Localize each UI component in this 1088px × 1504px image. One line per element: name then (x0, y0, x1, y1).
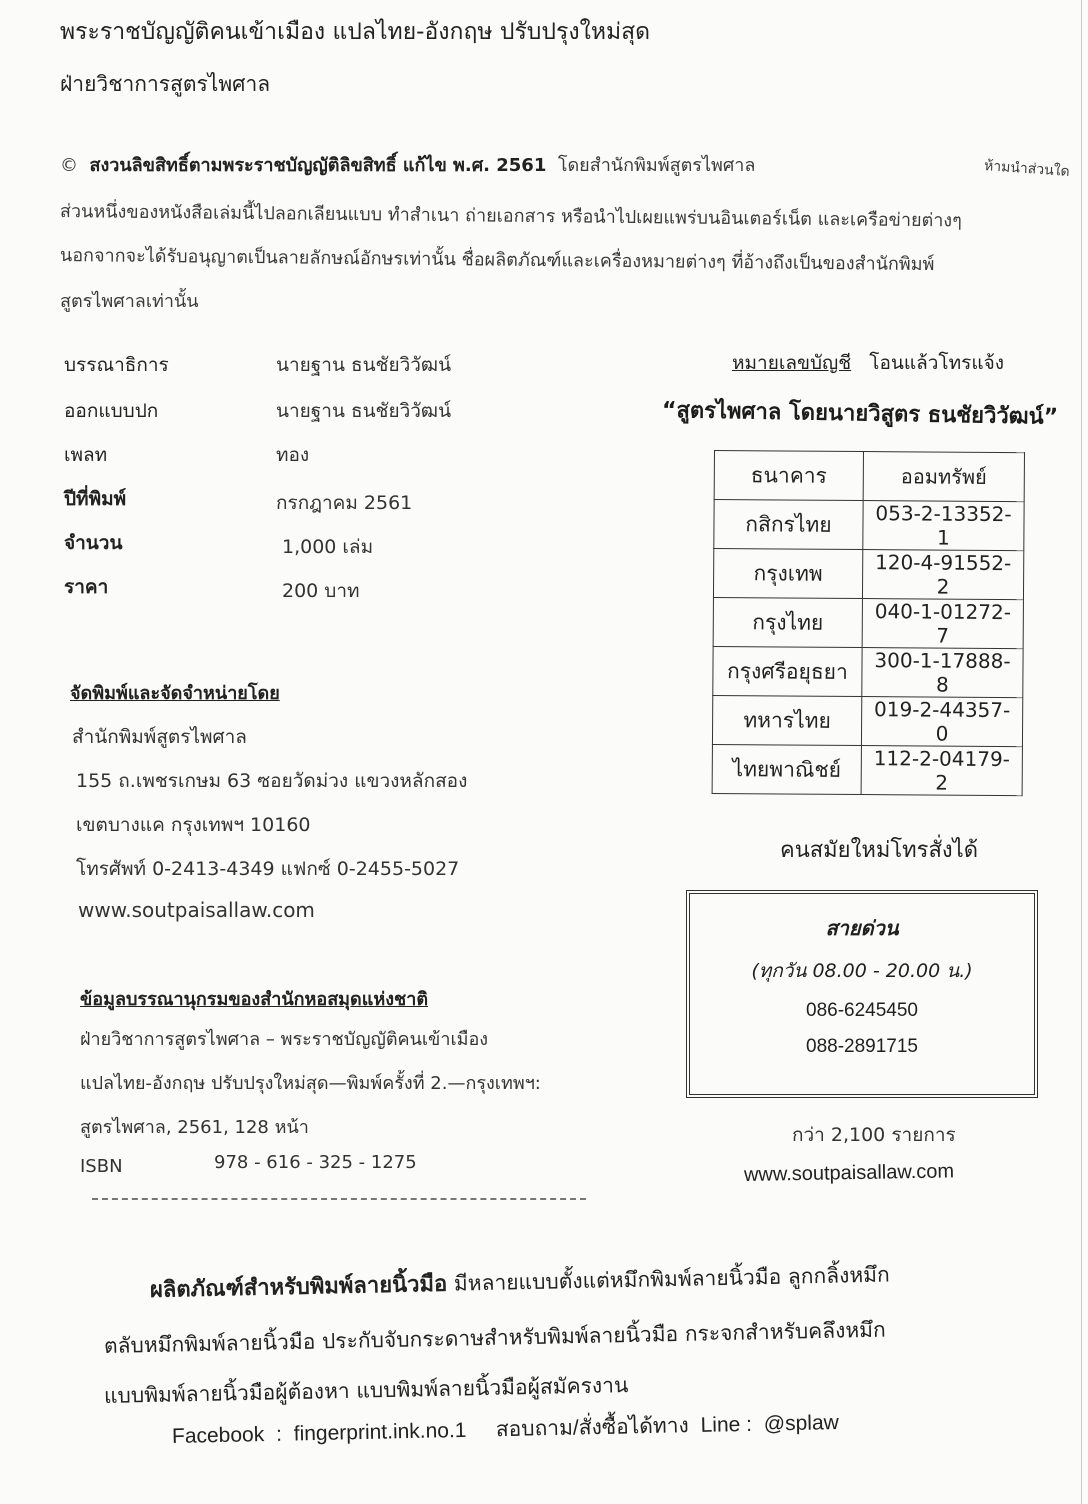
credit-value: 1,000 เล่ม (282, 536, 374, 558)
promo-line-3: แบบพิมพ์ลายนิ้วมือผู้ต้องหา แบบพิมพ์ลายนิ้วมือผู้สมัครงาน (103, 1373, 629, 1408)
account-number: 300-1-17888-8 (862, 648, 1023, 698)
credit-label: ปีที่พิมพ์ (64, 488, 127, 510)
credit-label: ออกแบบปก (64, 400, 159, 422)
credit-label: จำนวน (64, 532, 123, 554)
account-number: 112-2-04179-2 (861, 746, 1022, 796)
promo-line-1 (150, 1257, 890, 1307)
table-row (713, 646, 1023, 697)
isbn-label: ISBN (80, 1156, 123, 1177)
dashed-divider (92, 1198, 586, 1200)
isbn-value: 978 - 616 - 325 - 1275 (214, 1152, 417, 1173)
copyright-line-3: นอกจากจะได้รับอนุญาตเป็นลายลักษณ์อักษรเท่านั้น ชื่อผลิตภัณฑ์และเครื่องหมายต่างๆ ที่อ้างถึงเป็นของสำนักพิมพ์ (59, 245, 935, 276)
page-spine-edge (1081, 0, 1082, 1504)
line-handle-link[interactable]: @splaw (763, 1411, 840, 1436)
catalog-heading: ข้อมูลบรรณานุกรมของสำนักหอสมุดแห่งชาติ (80, 989, 429, 1010)
account-holder-name: “สูตรไพศาล โดยนายวิสูตร ธนชัยวิวัฒน์” (661, 398, 1059, 430)
copyright-icon: © (60, 155, 78, 176)
promo-bold-lead: ผลิตภัณฑ์สำหรับพิมพ์ลายนิ้วมือ (149, 1271, 448, 1303)
account-number: 053-2-13352-1 (863, 501, 1024, 551)
bank-name: กรุงไทย (713, 597, 862, 647)
copyright-publisher: โดยสำนักพิมพ์สูตรไพศาล (557, 155, 756, 176)
bank-name: ไทยพาณิชย์ (712, 744, 861, 794)
book-author: ฝ่ายวิชาการสูตรไพศาล (60, 72, 271, 96)
bank-name: กรุงเทพ (713, 549, 862, 599)
table-row (714, 500, 1024, 551)
table-row (712, 744, 1022, 795)
promo-line-1-rest: มีหลายแบบตั้งแต่หมึกพิมพ์ลายนิ้วมือ ลูกกลิ้งหมึก (453, 1262, 890, 1296)
hotline-title: สายด่วน (825, 916, 899, 940)
inquiry-text: สอบถาม/สั่งซื้อได้ทาง (495, 1414, 689, 1442)
copyright-line-1 (60, 150, 755, 179)
hotline-phone-1[interactable]: 086-6245450 (806, 1000, 918, 1021)
bank-accounts-table (712, 450, 1025, 796)
credit-label: บรรณาธิการ (64, 354, 169, 376)
account-heading-note: โอนแล้วโทรแจ้ง (869, 352, 1005, 374)
column-header-bank: ธนาคาร (714, 451, 863, 501)
credit-value: กรกฎาคม 2561 (276, 492, 413, 514)
catalog-line-1: ฝ่ายวิชาการสูตรไพศาล – พระราชบัญญัติคนเข้าเมือง (80, 1029, 489, 1050)
publisher-name: สำนักพิมพ์สูตรไพศาล (72, 726, 247, 748)
facebook-label: Facebook (171, 1423, 265, 1448)
credit-value: 200 บาท (282, 580, 360, 602)
column-header-savings: ออมทรัพย์ (863, 452, 1024, 502)
bank-name: ทหารไทย (712, 695, 861, 745)
copyright-line-4: สูตรไพศาลเท่านั้น (60, 291, 199, 312)
items-count: กว่า 2,100 รายการ (792, 1124, 956, 1146)
credit-value: นายฐาน ธนชัยวิวัฒน์ (276, 354, 452, 376)
table-row (712, 695, 1022, 746)
line-label: Line : (700, 1412, 753, 1437)
credit-value: ทอง (276, 444, 310, 466)
publisher-website-link[interactable]: www.soutpaisallaw.com (78, 898, 315, 922)
order-website-link[interactable]: www.soutpaisallaw.com (743, 1160, 955, 1186)
credit-label: ราคา (64, 576, 109, 598)
order-tagline: คนสมัยใหม่โทรสั่งได้ (780, 838, 978, 863)
facebook-separator: : (275, 1422, 283, 1446)
table-row (713, 549, 1023, 600)
publisher-address-2: เขตบางแค กรุงเทพฯ 10160 (76, 814, 311, 836)
publisher-phone: โทรศัพท์ 0-2413-4349 แฟกซ์ 0-2455-5027 (76, 858, 460, 880)
account-heading (732, 348, 1004, 378)
hotline-phone-2[interactable]: 088-2891715 (806, 1036, 918, 1057)
bank-name: กรุงศรีอยุธยา (713, 646, 862, 696)
book-title: พระราชบัญญัติคนเข้าเมือง แปลไทย-อังกฤษ ปรับปรุงใหม่สุด (60, 19, 651, 45)
copyright-line-2: ส่วนหนึ่งของหนังสือเล่มนี้ไปลอกเลียนแบบ ทำสำเนา ถ่ายเอกสาร หรือนำไปเผยแพร่บนอินเตอร์เน็ต และเครือข่ายต่างๆ (59, 201, 962, 232)
hotline-box (686, 890, 1038, 1098)
catalog-line-3: สูตรไพศาล, 2561, 128 หน้า (80, 1117, 309, 1138)
catalog-line-2: แปลไทย-อังกฤษ ปรับปรุงใหม่สุด—พิมพ์ครั้งที่ 2.—กรุงเทพฯ: (80, 1073, 541, 1094)
publisher-address-1: 155 ถ.เพชรเกษม 63 ซอยวัดม่วง แขวงหลักสอง (76, 770, 468, 792)
hotline-hours: (ทุกวัน 08.00 - 20.00 น.) (751, 960, 973, 982)
copyright-line-1-right: ห้ามนำส่วนใด (983, 158, 1071, 180)
credit-value: นายฐาน ธนชัยวิวัฒน์ (276, 400, 452, 422)
bank-name: กสิกรไทย (714, 500, 863, 550)
account-number: 120-4-91552-2 (862, 550, 1023, 600)
account-heading-underlined: หมายเลขบัญชี (732, 352, 852, 374)
account-number: 019-2-44357-0 (861, 697, 1022, 747)
copyright-bold: สงวนลิขสิทธิ์ตามพระราชบัญญัติลิขสิทธิ์ แก้ไข พ.ศ. 2561 (89, 155, 547, 176)
credit-label: เพลท (64, 444, 108, 466)
contact-line (172, 1406, 845, 1453)
facebook-handle-link[interactable]: fingerprint.ink.no.1 (293, 1418, 467, 1446)
promo-line-2: ตลับหมึกพิมพ์ลายนิ้วมือ ประกับจับกระดาษสำหรับพิมพ์ลายนิ้วมือ กระจกสำหรับคลึงหมึก (103, 1317, 886, 1358)
publisher-heading: จัดพิมพ์และจัดจำหน่ายโดย (70, 683, 280, 704)
table-row (713, 597, 1023, 648)
table-header-row (714, 451, 1024, 502)
account-number: 040-1-01272-7 (862, 599, 1023, 649)
